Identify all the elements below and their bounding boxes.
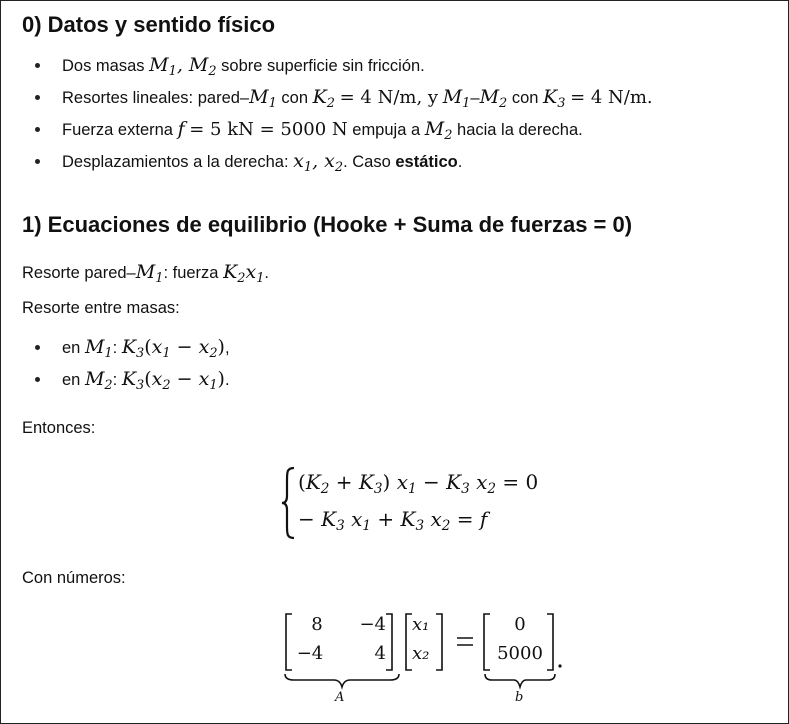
list-item: Dos masas $M_1$, $M_2$ sobre superficie sin fricción.	[22, 55, 653, 76]
underbrace-b-icon	[482, 672, 558, 690]
list-item: Desplazamientos a la derecha: $x_1$, $x_2$. Caso estático.	[22, 151, 653, 172]
data-list	[22, 54, 653, 175]
list-item: en $M_1$: $K_3(x_1 - x_2)$,	[22, 337, 230, 358]
vector-x-2: x₂	[412, 643, 430, 664]
matrix-a-12: −4	[359, 614, 386, 635]
vector-x-1: x₁	[412, 614, 430, 635]
equation-1: $(K_2 + K_3) x_1 - K_3$ $x_2 = 0$	[298, 470, 539, 498]
section-title-ecuaciones: 1) Ecuaciones de equilibrio (Hooke + Suma de fuerzas = 0)	[22, 212, 633, 237]
paragraph-resorte-masas: Resorte entre masas:	[22, 299, 180, 317]
left-brace-icon	[281, 466, 297, 540]
label-b: b	[515, 690, 524, 705]
list-item: Fuerza externa f = 5 kN = 5000 N empuja a $M_2$ hacia la derecha.	[22, 119, 653, 140]
list-item: en $M_2$: $K_3(x_2 - x_1)$.	[22, 369, 230, 390]
matrix-a-21: −4	[296, 643, 324, 664]
label-a: A	[335, 690, 345, 705]
paragraph-con-numeros: Con números:	[22, 569, 126, 587]
vector-b-2: 5000	[497, 643, 543, 664]
section-title-datos: 0) Datos y sentido físico	[22, 12, 276, 37]
paragraph-resorte-pared: Resorte pared–$M_1$: fuerza $K_2x_1$.	[22, 261, 270, 286]
matrix-a-22: 4	[374, 643, 386, 664]
paragraph-entonces: Entonces:	[22, 419, 96, 437]
spring-force-list	[22, 336, 230, 393]
vector-b-1: 0	[514, 614, 526, 635]
matrix-a-11: 8	[311, 614, 323, 635]
underbrace-a-icon	[282, 672, 402, 690]
list-item: Resortes lineales: pared–$M_1$ con $K_2 = 4$ N/m, y $M_1-M_2$ con $K_3 = 4$ N/m.	[22, 87, 653, 108]
equation-2: − $K_3$ $x_1 + K_3$ $x_2 = f$	[298, 507, 488, 535]
